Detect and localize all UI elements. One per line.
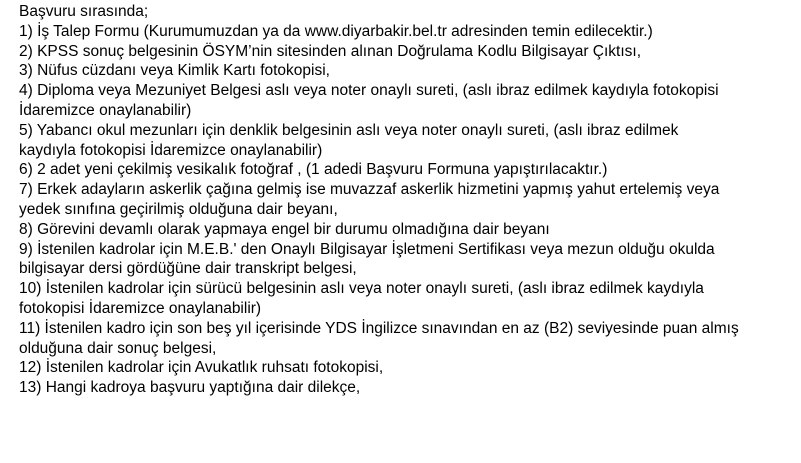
list-item-6: 6) 2 adet yeni çekilmiş vesikalık fotoğraf , (1 adedi Başvuru Formuna yapıştırılacaktır.): [19, 161, 608, 179]
list-item-10-continued: fotokopisi İdaremizce onaylanabilir): [19, 299, 262, 317]
list-item-13: 13) Hangi kadroya başvuru yaptığına dair dilekçe,: [19, 379, 361, 397]
list-item-9: 9) İstenilen kadrolar için M.E.B.' den Onaylı Bilgisayar İşletmeni Sertifikası veya mezun olduğu okulda: [19, 240, 715, 258]
list-item-11-continued: olduğuna dair sonuç belgesi,: [19, 339, 217, 357]
list-item-11: 11) İstenilen kadro için son beş yıl içerisinde YDS İngilizce sınavından en az (B2) seviyesinde puan almış: [19, 319, 739, 337]
list-item-12: 12) İstenilen kadrolar için Avukatlık ruhsatı fotokopisi,: [19, 359, 384, 377]
list-item-10: 10) İstenilen kadrolar için sürücü belgesinin aslı veya noter onaylı sureti, (aslı ibraz edilmek kaydıyla: [19, 280, 704, 298]
list-item-4-continued: İdaremizce onaylanabilir): [19, 101, 192, 119]
list-item-2: 2) KPSS sonuç belgesinin ÖSYM’nin sitesinden alınan Doğrulama Kodlu Bilgisayar Çıktısı,: [19, 42, 642, 60]
list-item-1: 1) İş Talep Formu (Kurumumuzdan ya da www.diyarbakir.bel.tr adresinden temin edilecektir.): [19, 22, 653, 40]
list-item-3: 3) Nüfus cüzdanı veya Kimlik Kartı fotokopisi,: [19, 62, 330, 80]
list-item-9-continued: bilgisayar dersi gördüğüne dair transkript belgesi,: [19, 260, 357, 278]
list-item-4: 4) Diploma veya Mezuniyet Belgesi aslı veya noter onaylı sureti, (aslı ibraz edilmek kaydıyla fotokopisi: [19, 82, 719, 100]
list-item-5: 5) Yabancı okul mezunları için denklik belgesinin aslı veya noter onaylı sureti, (aslı ibraz edilmek: [19, 121, 679, 139]
list-item-7: 7) Erkek adayların askerlik çağına gelmiş ise muvazzaf askerlik hizmetini yapmış yahut ertelemiş veya: [19, 181, 720, 199]
list-item-8: 8) Görevini devamlı olarak yapmaya engel bir durumu olmadığına dair beyanı: [19, 220, 550, 238]
list-item-5-continued: kaydıyla fotokopisi İdaremizce onaylanabilir): [19, 141, 323, 159]
list-item-7-continued: yedek sınıfına geçirilmiş olduğuna dair beyanı,: [19, 200, 338, 218]
intro-heading: Başvuru sırasında;: [19, 3, 149, 20]
